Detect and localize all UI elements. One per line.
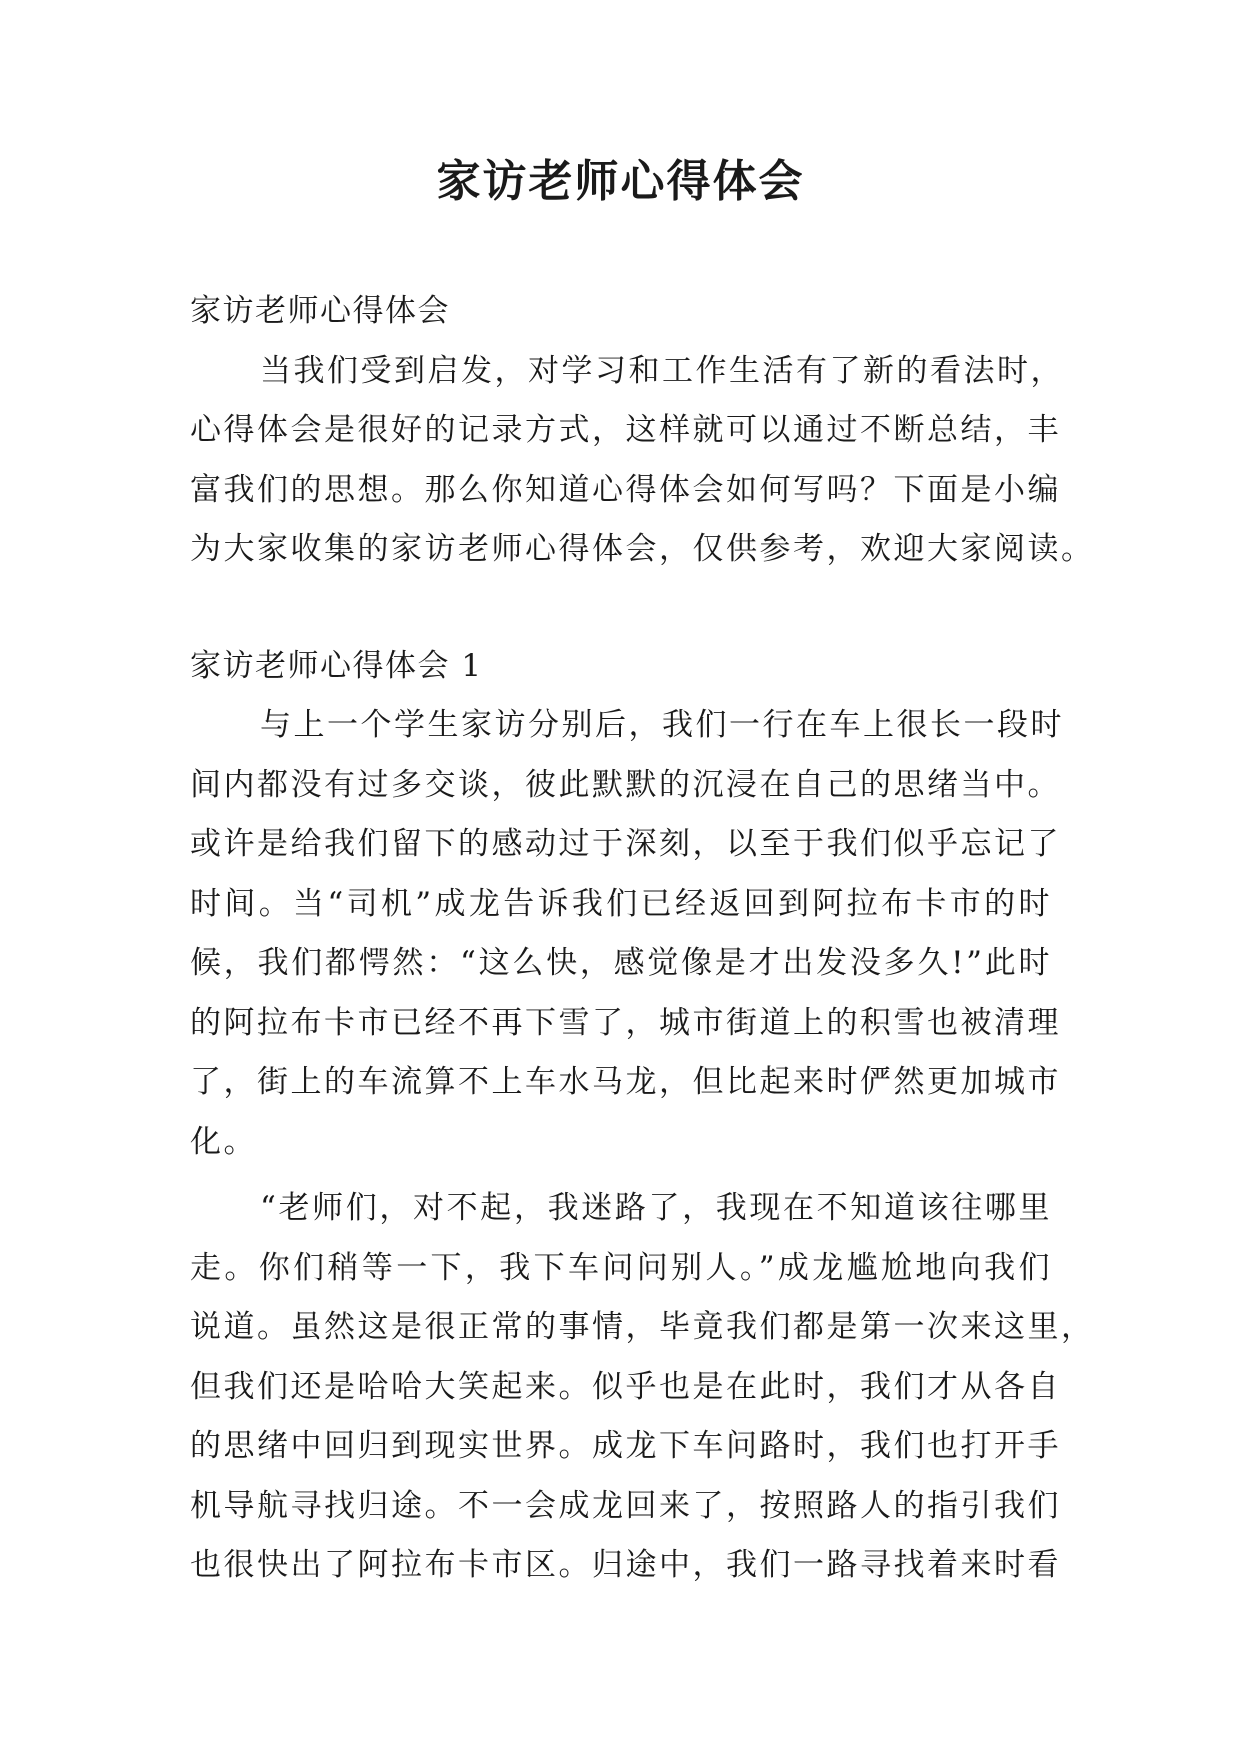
paragraph-line: 为大家收集的家访老师心得体会，仅供参考，欢迎大家阅读。 [190, 531, 1095, 567]
paragraph-line: 也很快出了阿拉布卡市区。归途中，我们一路寻找着来时看 [190, 1547, 1061, 1583]
document-title: 家访老师心得体会 [436, 156, 805, 207]
intro-heading: 家访老师心得体会 [190, 293, 450, 329]
paragraph-spacer [190, 1172, 1052, 1179]
section-heading: 家访老师心得体会 1 [190, 647, 483, 684]
paragraph-line: 机导航寻找归途。不一会成龙回来了，按照路人的指引我们 [190, 1487, 1061, 1524]
paragraph-line: 候，我们都愕然：“这么快，感觉像是才出发没多久!”此时 [190, 945, 1052, 981]
section-spacer [190, 580, 1052, 637]
paragraph-line: 了，街上的车流算不上车水马龙，但比起来时俨然更加城市 [190, 1064, 1061, 1100]
paragraph-line: 当我们受到启发，对学习和工作生活有了新的看法时， [260, 352, 1064, 389]
paragraph-line: 但我们还是哈哈大笑起来。似乎也是在此时，我们才从各自 [190, 1368, 1061, 1405]
paragraph-line: 的思绪中回归到现实世界。成龙下车问路时，我们也打开手 [190, 1428, 1061, 1464]
intro-paragraph [190, 342, 1095, 580]
paragraph-line: 化。 [190, 1123, 257, 1160]
paragraph-line: 说道。虽然这是很正常的事情，毕竟我们都是第一次来这里， [190, 1309, 1095, 1345]
document-body [190, 282, 1095, 1596]
paragraph-line: 与上一个学生家访分别后，我们一行在车上很长一段时 [260, 707, 1064, 743]
paragraph-line: “老师们，对不起，我迷路了，我现在不知道该往哪里 [260, 1190, 1052, 1226]
paragraph-line: 心得体会是很好的记录方式，这样就可以通过不断总结，丰 [190, 412, 1061, 448]
paragraph-line: 时间。当“司机”成龙告诉我们已经返回到阿拉布卡市的时 [190, 885, 1052, 922]
paragraph-line: 或许是给我们留下的感动过于深刻，以至于我们似乎忘记了 [190, 826, 1061, 862]
section1-paragraph-2 [190, 1179, 1095, 1596]
paragraph-line: 的阿拉布卡市已经不再下雪了，城市街道上的积雪也被清理 [190, 1004, 1061, 1041]
paragraph-line: 走。你们稍等一下，我下车问问别人。”成龙尴尬地向我们 [190, 1249, 1052, 1286]
paragraph-line: 间内都没有过多交谈，彼此默默的沉浸在自己的思绪当中。 [190, 766, 1061, 803]
section1-paragraph-1 [190, 696, 1064, 1172]
paragraph-line: 富我们的思想。那么你知道心得体会如何写吗？下面是小编 [190, 471, 1061, 508]
